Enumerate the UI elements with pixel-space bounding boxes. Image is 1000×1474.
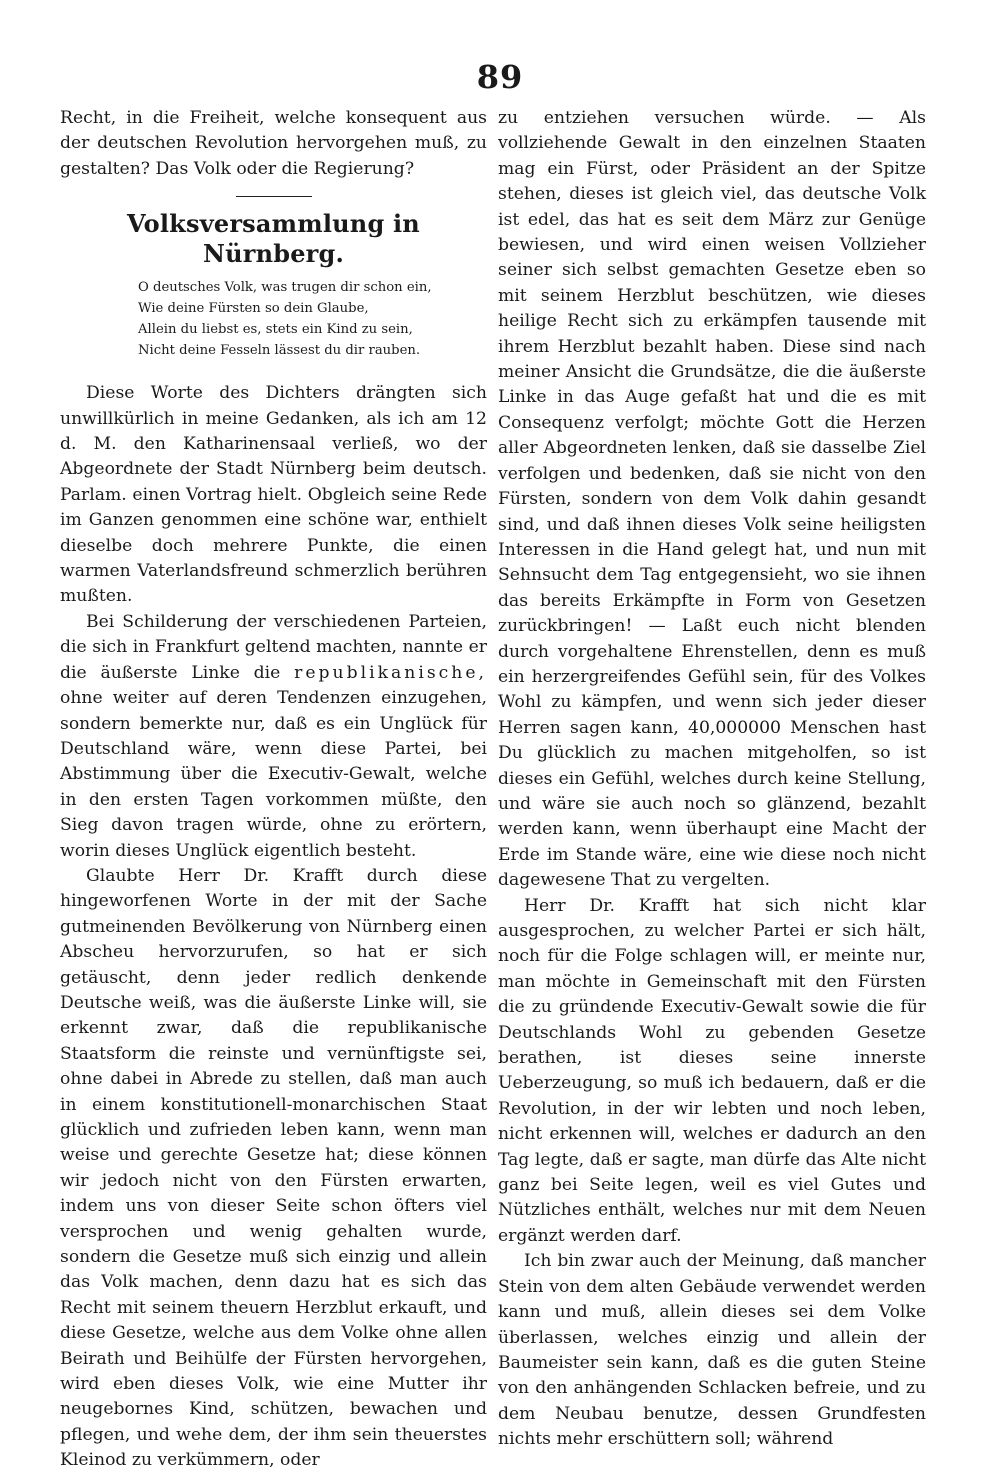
left-column [60, 106, 487, 1474]
body-paragraph: Ich bin zwar auch der Meinung, daß mancher Stein von dem alten Gebäude verwendet werden kann und muß, allein dieses sei dem Volke überlassen, welches einzig und allein der Baumeister sein kann, daß es die guten Steine von den anhängenden Schlacken befreie, und zu dem Neubau benutze, dessen Grundfesten nichts mehr erschüttern soll; während [498, 1251, 926, 1450]
verse-line: Allein du liebst es, stets ein Kind zu sein, [138, 322, 413, 338]
verse-line: Nicht deine Fesseln lässest du dir rauben. [138, 343, 421, 359]
body-paragraph: zu entziehen versuchen würde. — Als vollziehende Gewalt in den einzelnen Staaten mag ein Fürst, oder Präsident an der Spitze stehen, dieses ist gleich viel, das deutsche Volk ist edel, das hat es seit dem März zur Genüge bewiesen, und wird einen weisen Vollzieher seiner sich selbst gemachten Gesetze eben so mit seinem Herzblut beschützen, wie dieses heilige Recht sich zu erkämpfen tausende mit ihrem Herzblut bezahlt haben. Diese sind nach meiner Ansicht die Grundsätze, die die äußerste Linke in das Auge gefaßt hat und die es mit Consequenz verfolgt; möchte Gott die Herzen aller Abgeordneten lenken, daß sie dasselbe Ziel verfolgen und bedenken, daß sie nicht von den Fürsten, sondern von dem Volk dahin gesandt sind, und daß ihnen dieses Volk seine heiligsten Interessen in die Hand gelegt hat, und nun mit Sehnsucht dem Tag entgegensieht, wo sie ihnen das bereits Erkämpfte in Form von Gesetzen zurückbringen! — Laßt euch nicht blenden durch vorgehaltene Ehrenstellen, denn es muß ein herzergreifendes Gefühl sein, für des Volkes Wohl zu kämpfen, und wenn sich jeder dieser Herren sagen kann, 40,000000 Menschen hast Du glücklich zu machen mitgeholfen, so ist dieses ein Gefühl, welches durch keine Stellung, und wäre sie auch noch so glänzend, bezahlt werden kann, wenn überhaupt eine Macht der Erde im Stande wäre, eine wie diese noch nicht dagewesene That zu vergelten. [498, 108, 926, 891]
body-paragraph [60, 610, 487, 864]
paragraph-text: ohne weiter auf deren Tendenzen einzugehen, sondern bemerkte nur, daß es ein Unglück für Deutschland wäre, wenn diese Partei, bei Abstimmung über die Executiv-Gewalt, welche in den ersten Tagen vorkommen müßte, den Sieg davon tragen würde, ohne zu erörtern, worin dieses Unglück eigentlich besteht. [60, 688, 487, 861]
verse-line: O deutsches Volk, was trugen dir schon ein, [138, 280, 432, 296]
opening-paragraph: Recht, in die Freiheit, welche konsequent aus der deutschen Revolution hervorgehen muß, zu gestalten? Das Volk oder die Regierung? [60, 108, 487, 179]
emphasized-word: republikanische, [294, 662, 487, 683]
body-paragraph: Herr Dr. Krafft hat sich nicht klar ausgesprochen, zu welcher Partei er sich hält, noch für die Folge schlagen will, er meinte nur, man möchte in Gemeinschaft mit den Fürsten die zu gründende Executiv-Gewalt sowie die für Deutschlands Wohl zu gebenden Gesetze berathen, ist dieses seine innerste Ueberzeugung, so muß ich bedauern, daß er die Revolution, in der wir lebten und noch leben, nicht erkennen will, welches er dadurch an den Tag legte, daß er sagte, man dürfe das Alte nicht ganz bei Seite legen, weil es viel Gutes und Nützliches enthält, welches nur mit dem Neuen ergänzt werden darf. [498, 895, 926, 1246]
page-number: 89 [476, 58, 524, 96]
article-heading: Volksversammlung in Nürnberg. [127, 209, 420, 269]
section-divider [236, 196, 312, 197]
verse-line: Wie deine Fürsten so dein Glaube, [138, 301, 369, 317]
body-paragraph: Diese Worte des Dichters drängten sich unwillkürlich in meine Gedanken, als ich am 12 d. M. den Katharinensaal verließ, wo der Abgeordnete der Stadt Nürnberg beim deutsch. Parlam. einen Vortrag hielt. Obgleich seine Rede im Ganzen genommen eine schöne war, enthielt dieselbe doch mehrere Punkte, die einen warmen Vaterlandsfreund schmerzlich berühren mußten. [60, 383, 487, 607]
paragraph-text: Bei Schilderung der verschiedenen Parteien, die sich in Frankfurt geltend machten, nannte er die äußerste Linke die [60, 611, 487, 683]
right-column [498, 106, 926, 1453]
verse-quote [138, 277, 487, 361]
body-paragraph: Glaubte Herr Dr. Krafft durch diese hingeworfenen Worte in der mit der Sache gutmeinenden Bevölkerung von Nürnberg einen Abscheu hervorzurufen, so hat er sich getäuscht, denn jeder redlich denkende Deutsche weiß, was die äußerste Linke will, sie erkennt zwar, daß die republikanische Staatsform die reinste und vernünftigste sei, ohne dabei in Abrede zu stellen, daß man auch in einem konstitutionell-monarchischen Staat glücklich und zufrieden leben kann, wenn man weise und gerechte Gesetze hat; diese können wir jedoch nicht von den Fürsten erwarten, indem uns von dieser Seite schon öfters viel versprochen und wenig gehalten wurde, sondern die Gesetze muß sich einzig und allein das Volk machen, denn dazu hat es sich das Recht mit seinem theuern Herzblut erkauft, und diese Gesetze, welche aus dem Volke ohne allen Beirath und Beihülfe der Fürsten hervorgehen, wird eben dieses Volk, wie eine Mutter ihr neugebornes Kind, schützen, bewachen und pflegen, und wehe dem, der ihm sein theuerstes Kleinod zu verkümmern, oder [60, 865, 487, 1471]
